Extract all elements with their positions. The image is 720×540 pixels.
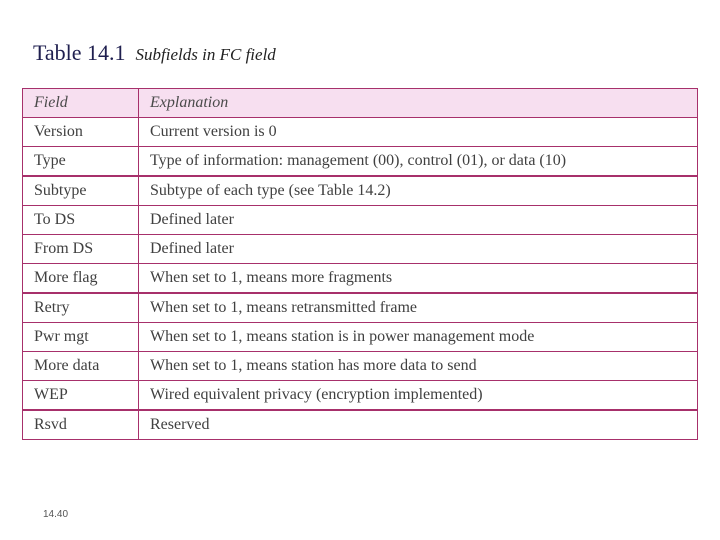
table-row (23, 293, 698, 323)
field-cell: Subtype (23, 176, 139, 206)
explanation-cell: When set to 1, means station has more data to send (139, 352, 698, 381)
table-number: Table 14.1 (33, 40, 126, 65)
explanation-cell: When set to 1, means retransmitted frame (139, 293, 698, 323)
explanation-cell: When set to 1, means station is in power management mode (139, 323, 698, 352)
table-row (23, 118, 698, 147)
field-cell: To DS (23, 206, 139, 235)
column-header-explanation: Explanation (139, 89, 698, 118)
table-row (23, 176, 698, 206)
explanation-cell: Current version is 0 (139, 118, 698, 147)
field-cell: More data (23, 352, 139, 381)
field-cell: More flag (23, 264, 139, 294)
field-cell: Version (23, 118, 139, 147)
field-cell: Rsvd (23, 410, 139, 440)
table-caption (33, 40, 276, 70)
fc-subfields-table (22, 88, 698, 440)
page-number: 14.40 (43, 509, 69, 520)
field-cell: Retry (23, 293, 139, 323)
table-row (23, 206, 698, 235)
table-row (23, 410, 698, 440)
table-row (23, 381, 698, 411)
explanation-cell: Subtype of each type (see Table 14.2) (139, 176, 698, 206)
field-cell: WEP (23, 381, 139, 411)
table-row (23, 323, 698, 352)
table-row (23, 352, 698, 381)
field-cell: Type (23, 147, 139, 177)
column-header-field: Field (23, 89, 139, 118)
table-row (23, 235, 698, 264)
explanation-cell: Type of information: management (00), control (01), or data (10) (139, 147, 698, 177)
explanation-cell: Defined later (139, 206, 698, 235)
table-subtitle: Subfields in FC field (135, 45, 276, 64)
explanation-cell: Wired equivalent privacy (encryption implemented) (139, 381, 698, 411)
field-cell: From DS (23, 235, 139, 264)
table-row (23, 264, 698, 294)
explanation-cell: When set to 1, means more fragments (139, 264, 698, 294)
table-header-row (23, 89, 698, 118)
explanation-cell: Defined later (139, 235, 698, 264)
field-cell: Pwr mgt (23, 323, 139, 352)
explanation-cell: Reserved (139, 410, 698, 440)
table-row (23, 147, 698, 177)
